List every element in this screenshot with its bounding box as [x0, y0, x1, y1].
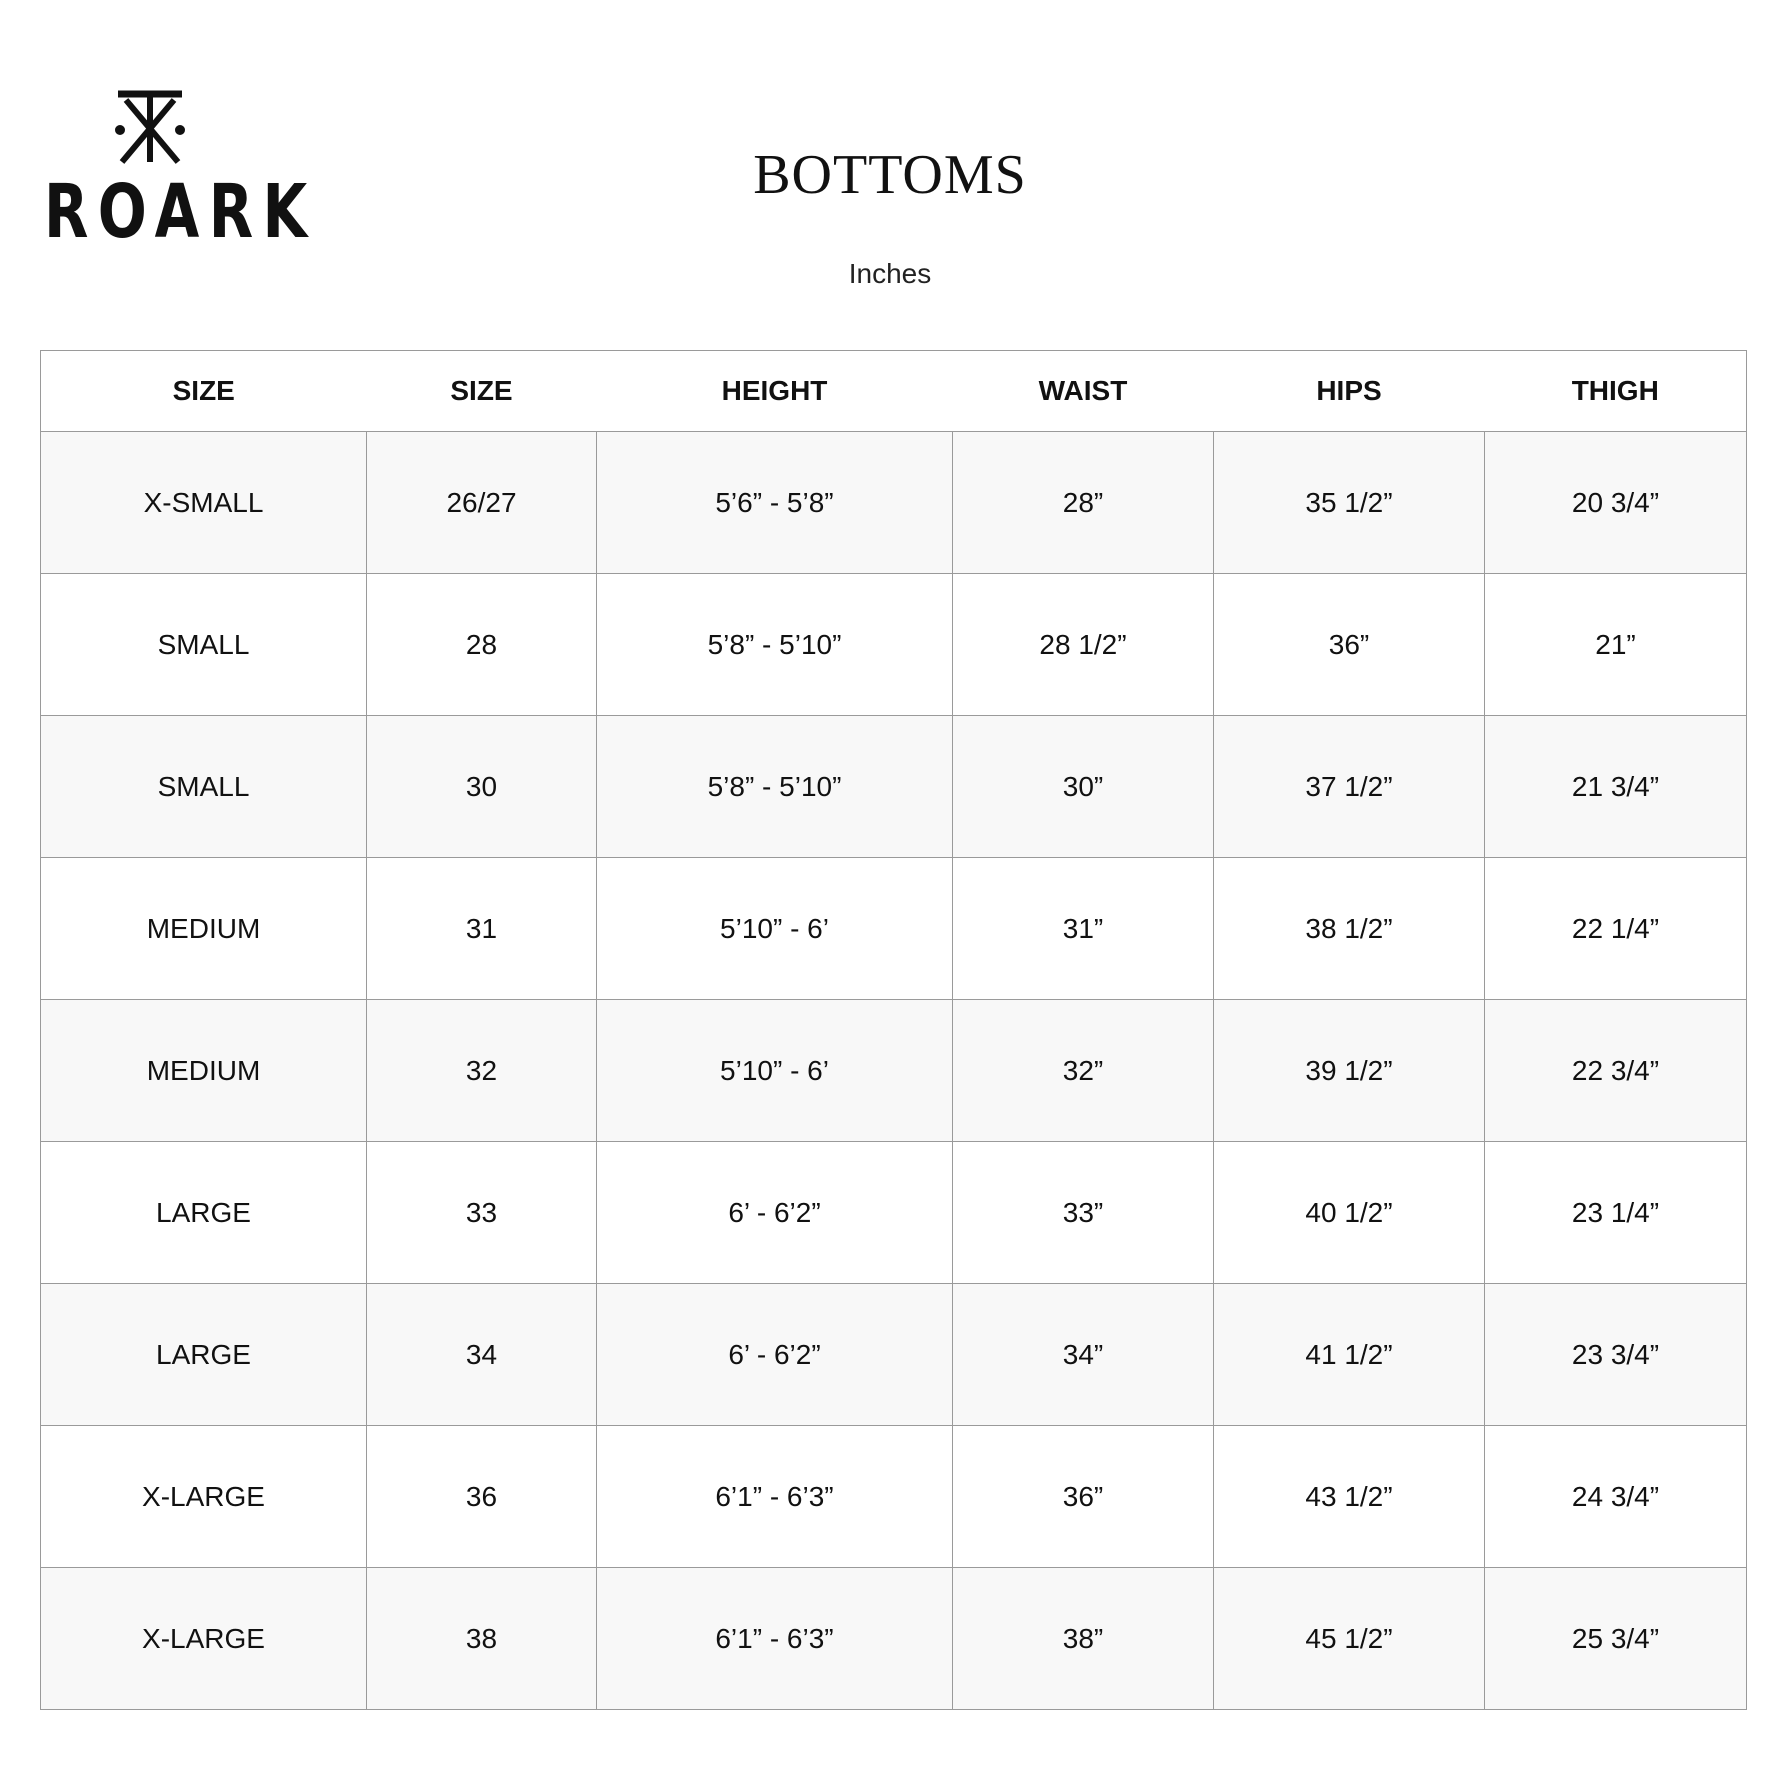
- table-row: [41, 1284, 1747, 1426]
- size-chart-table: [40, 350, 1747, 1710]
- table-cell: 5’6” - 5’8”: [597, 432, 953, 574]
- table-body: [41, 432, 1747, 1710]
- table-row: [41, 1142, 1747, 1284]
- brand-wordmark: ROARK: [44, 169, 317, 255]
- table-cell: 23 3/4”: [1485, 1284, 1747, 1426]
- table-cell: 36: [367, 1426, 597, 1568]
- table-cell: 45 1/2”: [1214, 1568, 1485, 1710]
- table-cell: X-LARGE: [41, 1568, 367, 1710]
- table-cell: 6’ - 6’2”: [597, 1142, 953, 1284]
- table-cell: 38”: [953, 1568, 1214, 1710]
- table-cell: 30: [367, 716, 597, 858]
- table-cell: 6’1” - 6’3”: [597, 1568, 953, 1710]
- table-cell: 32”: [953, 1000, 1214, 1142]
- table-row: [41, 1426, 1747, 1568]
- table-cell: 6’1” - 6’3”: [597, 1426, 953, 1568]
- table-cell: MEDIUM: [41, 1000, 367, 1142]
- table-cell: 38 1/2”: [1214, 858, 1485, 1000]
- table-cell: 34: [367, 1284, 597, 1426]
- column-header: HEIGHT: [597, 351, 953, 432]
- table-cell: 5’10” - 6’: [597, 858, 953, 1000]
- table-cell: LARGE: [41, 1142, 367, 1284]
- table-cell: 6’ - 6’2”: [597, 1284, 953, 1426]
- table-cell: 34”: [953, 1284, 1214, 1426]
- table-row: [41, 432, 1747, 574]
- table-cell: 23 1/4”: [1485, 1142, 1747, 1284]
- table-cell: SMALL: [41, 574, 367, 716]
- table-header: [41, 351, 1747, 432]
- table-cell: 35 1/2”: [1214, 432, 1485, 574]
- table-cell: 21”: [1485, 574, 1747, 716]
- table-cell: 33: [367, 1142, 597, 1284]
- column-header: HIPS: [1214, 351, 1485, 432]
- page-title: BOTTOMS: [753, 144, 1027, 206]
- header-row: [41, 351, 1747, 432]
- table-cell: 5’10” - 6’: [597, 1000, 953, 1142]
- table-cell: 20 3/4”: [1485, 432, 1747, 574]
- table-cell: 28”: [953, 432, 1214, 574]
- table-cell: 25 3/4”: [1485, 1568, 1747, 1710]
- table-cell: MEDIUM: [41, 858, 367, 1000]
- table-cell: 32: [367, 1000, 597, 1142]
- table-cell: LARGE: [41, 1284, 367, 1426]
- table-cell: 33”: [953, 1142, 1214, 1284]
- table-cell: 40 1/2”: [1214, 1142, 1485, 1284]
- table-cell: 31”: [953, 858, 1214, 1000]
- table-cell: 5’8” - 5’10”: [597, 716, 953, 858]
- table-cell: 28: [367, 574, 597, 716]
- table-row: [41, 1568, 1747, 1710]
- table-cell: 31: [367, 858, 597, 1000]
- table-cell: 37 1/2”: [1214, 716, 1485, 858]
- table-cell: 26/27: [367, 432, 597, 574]
- table-cell: SMALL: [41, 716, 367, 858]
- table-row: [41, 716, 1747, 858]
- unit-label: Inches: [848, 258, 932, 289]
- table-cell: 36”: [953, 1426, 1214, 1568]
- table-row: [41, 574, 1747, 716]
- table-cell: 39 1/2”: [1214, 1000, 1485, 1142]
- column-header: SIZE: [41, 351, 367, 432]
- column-header: THIGH: [1485, 351, 1747, 432]
- table-cell: 24 3/4”: [1485, 1426, 1747, 1568]
- table-cell: X-LARGE: [41, 1426, 367, 1568]
- table-cell: 21 3/4”: [1485, 716, 1747, 858]
- table-cell: 41 1/2”: [1214, 1284, 1485, 1426]
- table-cell: 38: [367, 1568, 597, 1710]
- column-header: SIZE: [367, 351, 597, 432]
- table-cell: 28 1/2”: [953, 574, 1214, 716]
- column-header: WAIST: [953, 351, 1214, 432]
- table-cell: 30”: [953, 716, 1214, 858]
- table-cell: 22 3/4”: [1485, 1000, 1747, 1142]
- table-cell: 43 1/2”: [1214, 1426, 1485, 1568]
- table-cell: 36”: [1214, 574, 1485, 716]
- table-row: [41, 1000, 1747, 1142]
- table-cell: 5’8” - 5’10”: [597, 574, 953, 716]
- table-row: [41, 858, 1747, 1000]
- table-cell: X-SMALL: [41, 432, 367, 574]
- table-cell: 22 1/4”: [1485, 858, 1747, 1000]
